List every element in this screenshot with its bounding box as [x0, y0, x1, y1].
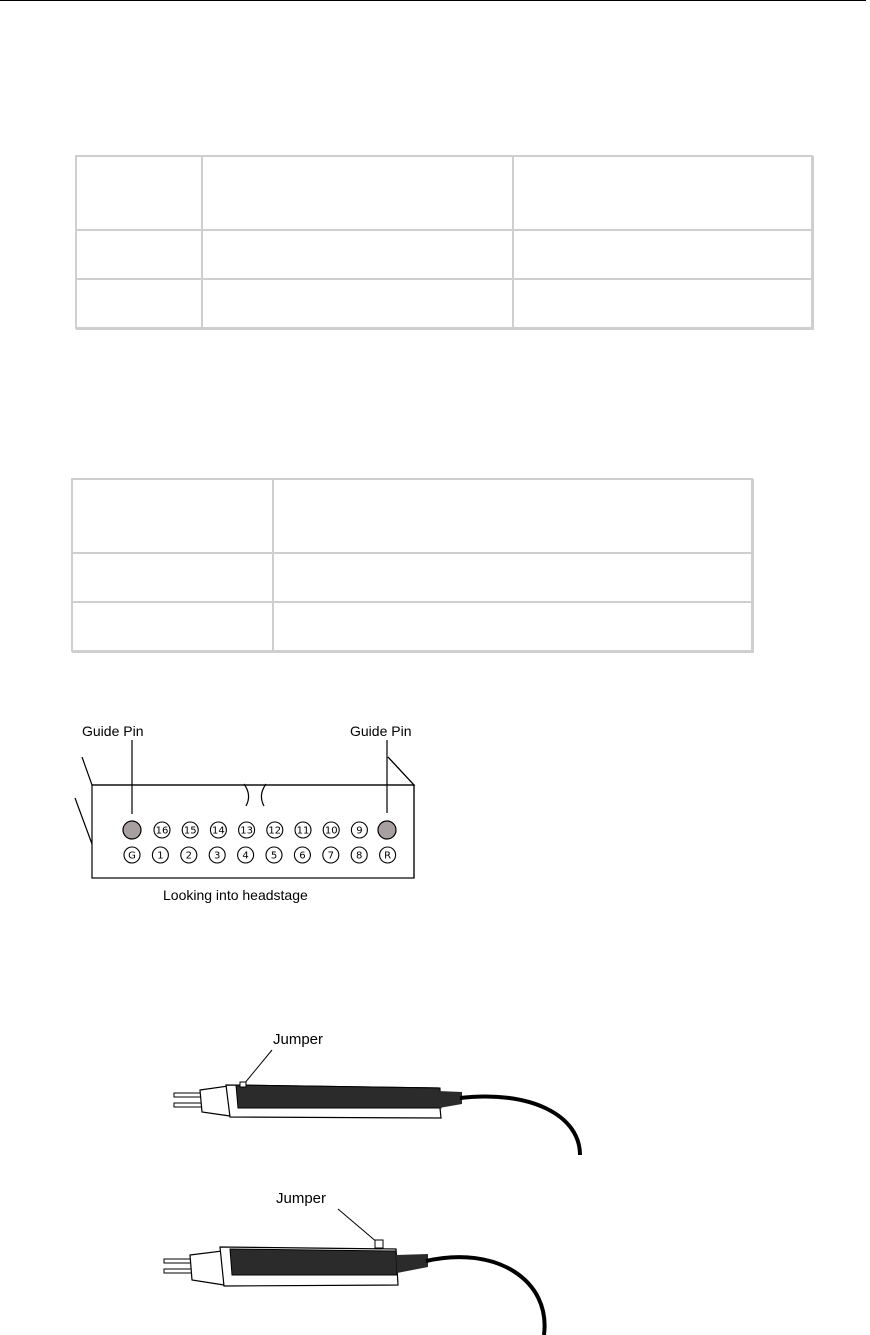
headstage-cable-top [460, 1097, 580, 1155]
table-row [72, 602, 752, 651]
svg-text:10: 10 [324, 825, 338, 837]
table-row [76, 279, 812, 328]
connector-pin-top-6 [323, 822, 339, 838]
table-cell [273, 602, 752, 651]
connector-pin-top-1 [182, 822, 198, 838]
table-cell [76, 279, 202, 328]
svg-text:7: 7 [327, 850, 334, 862]
jumper-label-top: Jumper [273, 1031, 324, 1048]
table-cell [202, 279, 513, 328]
svg-text:13: 13 [240, 825, 253, 837]
connector-pin-bottom-0 [124, 847, 140, 863]
table-cell [76, 156, 202, 230]
table-cell [76, 230, 202, 279]
svg-text:15: 15 [183, 825, 197, 837]
guide-pin-right [378, 821, 396, 839]
connector-pin-bottom-5 [266, 847, 282, 863]
jumper-label-bottom: Jumper [276, 1190, 327, 1207]
guide-pin-left [123, 821, 141, 839]
table-1 [75, 155, 813, 329]
connector-pin-top-5 [295, 822, 311, 838]
svg-text:5: 5 [270, 850, 278, 862]
svg-text:R: R [384, 850, 392, 862]
headstage-jumper-figure-top [160, 1040, 600, 1160]
table-row [72, 479, 752, 553]
table-cell [202, 156, 513, 230]
svg-text:2: 2 [185, 850, 192, 862]
svg-text:11: 11 [296, 825, 310, 837]
table-row [72, 553, 752, 602]
connector-pin-top-3 [239, 822, 255, 838]
headstage-cable-bottom [426, 1257, 545, 1335]
connector-pin-bottom-9 [380, 847, 396, 863]
svg-text:14: 14 [212, 825, 225, 837]
table-cell [72, 553, 273, 602]
svg-text:3: 3 [214, 850, 221, 862]
jumper-leader-top [244, 1050, 272, 1084]
connector-pin-bottom-7 [323, 847, 339, 863]
connector-pin-bottom-6 [294, 847, 310, 863]
svg-text:1: 1 [157, 850, 164, 862]
table-cell [273, 553, 752, 602]
table-row [76, 230, 812, 279]
table-cell [513, 279, 812, 328]
table-2 [71, 478, 753, 652]
svg-text:G: G [128, 850, 136, 862]
table-cell [273, 479, 752, 553]
table-row [76, 156, 812, 230]
table-cell [202, 230, 513, 279]
svg-text:6: 6 [299, 850, 306, 862]
svg-text:16: 16 [155, 825, 169, 837]
guide-pin-label-right: Guide Pin [350, 723, 412, 739]
connector-pin-bottom-4 [238, 847, 254, 863]
connector-pin-bottom-2 [181, 847, 197, 863]
svg-text:9: 9 [356, 825, 363, 837]
table-cell [513, 230, 812, 279]
table-cell [72, 479, 273, 553]
connector-pin-top-0 [154, 822, 170, 838]
table-cell [72, 602, 273, 651]
svg-text:12: 12 [268, 825, 282, 837]
svg-text:4: 4 [242, 850, 249, 862]
jumper-leader-bottom [338, 1209, 378, 1243]
headstage-plug-bottom [164, 1240, 428, 1286]
connector-pin-bottom-1 [152, 847, 168, 863]
connector-pin-bottom-8 [351, 847, 367, 863]
headstage-connector-diagram [60, 740, 440, 890]
table-cell [513, 156, 812, 230]
headstage-caption: Looking into headstage [163, 887, 308, 903]
connector-pin-top-4 [267, 822, 283, 838]
connector-pin-top-2 [210, 822, 226, 838]
guide-pin-label-left: Guide Pin [82, 723, 144, 739]
headstage-plug-top [174, 1082, 462, 1118]
connector-pin-top-7 [351, 822, 367, 838]
svg-text:8: 8 [356, 850, 363, 862]
headstage-jumper-figure-bottom [156, 1205, 596, 1335]
page-top-rule [0, 0, 866, 1]
connector-pin-bottom-3 [209, 847, 225, 863]
